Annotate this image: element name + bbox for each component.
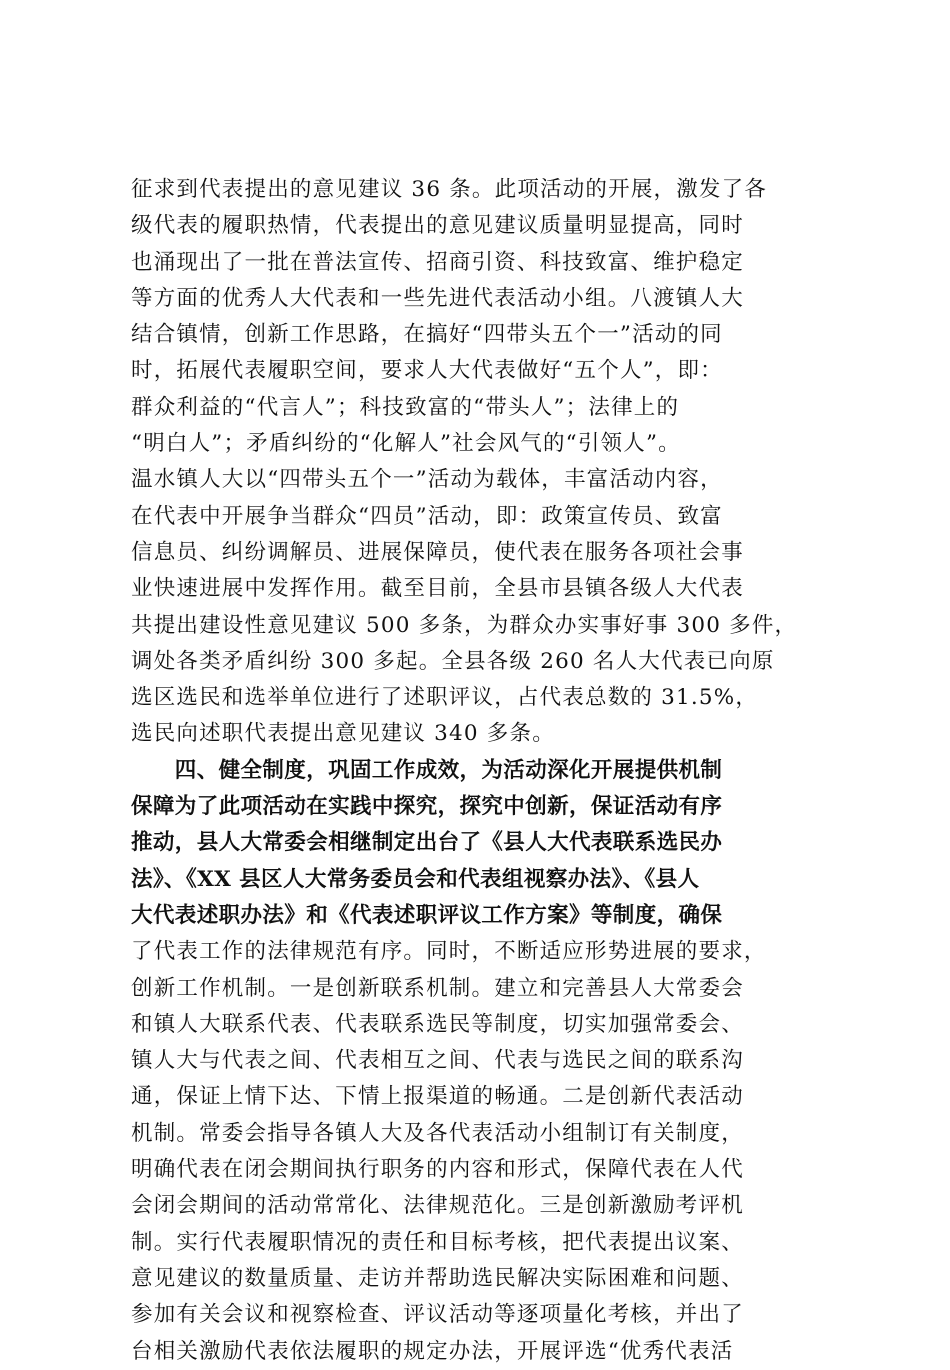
section-heading-line: 四、健全制度，巩固工作成效，为活动深化开展提供机制 — [131, 757, 723, 783]
text-line: 等方面的优秀人大代表和一些先进代表活动小组。八渡镇人大 — [131, 285, 744, 311]
text-line: 信息员、纠纷调解员、进展保障员，使代表在服务各项社会事 — [131, 539, 744, 565]
text-line: 和镇人大联系代表、代表联系选民等制度，切实加强常委会、 — [131, 1011, 744, 1037]
text-line: 了代表工作的法律规范有序。同时，不断适应形势进展的要求， — [131, 939, 767, 965]
text-line: 共提出建设性意见建议 500 多条，为群众办实事好事 300 多件， — [131, 612, 798, 638]
text-line: 明确代表在闭会期间执行职务的内容和形式，保障代表在人代 — [131, 1157, 744, 1183]
text-line: 温水镇人大以“四带头五个一”活动为载体，丰富活动内容， — [131, 467, 723, 493]
bold-text-line: 推动，县人大常委会相继制定出台了《县人大代表联系选民办 — [131, 830, 723, 856]
text-line: 意见建议的数量质量、走访并帮助选民解决实际困难和问题、 — [131, 1265, 744, 1291]
text-line: 选区选民和选举单位进行了述职评议，占代表总数的 31.5%， — [131, 685, 759, 711]
text-line: 结合镇情，创新工作思路，在搞好“四带头五个一”活动的同 — [131, 322, 723, 348]
text-line: 也涌现出了一批在普法宣传、招商引资、科技致富、维护稳定 — [131, 249, 744, 275]
text-line: 参加有关会议和视察检查、评议活动等逐项量化考核，并出了 — [131, 1302, 744, 1328]
text-line: 在代表中开展争当群众“四员”活动，即：政策宣传员、致富 — [131, 503, 723, 529]
bold-text-line: 保障为了此项活动在实践中探究，探究中创新，保证活动有序 — [131, 794, 723, 820]
text-line: 时，拓展代表履职空间，要求人大代表做好“五个人”，即： — [131, 358, 723, 384]
text-line: 制。实行代表履职情况的责任和目标考核，把代表提出议案、 — [131, 1229, 744, 1255]
text-line: 会闭会期间的活动常常化、法律规范化。三是创新激励考评机 — [131, 1193, 744, 1219]
text-line: 通，保证上情下达、下情上报渠道的畅通。二是创新代表活动 — [131, 1084, 744, 1110]
text-line: 业快速进展中发挥作用。截至目前，全县市县镇各级人大代表 — [131, 576, 744, 602]
body-text — [131, 172, 831, 1370]
text-line: 群众利益的“代言人”；科技致富的“带头人”；法律上的 — [131, 394, 680, 420]
text-line: 级代表的履职热情，代表提出的意见建议质量明显提高，同时 — [131, 213, 744, 239]
bold-text-line: 法》、《XX 县区人大常务委员会和代表组视察办法》、《县人 — [131, 866, 700, 892]
text-line: 台相关激励代表依法履职的规定办法，开展评选“优秀代表活 — [131, 1338, 734, 1364]
text-line: 镇人大与代表之间、代表相互之间、代表与选民之间的联系沟 — [131, 1048, 744, 1074]
text-line: 调处各类矛盾纠纷 300 多起。全县各级 260 名人大代表已向原 — [131, 648, 775, 674]
text-line: 机制。常委会指导各镇人大及各代表活动小组制订有关制度， — [131, 1120, 744, 1146]
text-line: “明白人”；矛盾纠纷的“化解人”社会风气的“引领人”。 — [131, 431, 681, 457]
bold-text-line: 大代表述职办法》和《代表述职评议工作方案》等制度，确保 — [131, 902, 723, 928]
text-line: 选民向述职代表提出意见建议 340 多条。 — [131, 721, 555, 747]
text-line: 创新工作机制。一是创新联系机制。建立和完善县人大常委会 — [131, 975, 744, 1001]
text-line: 征求到代表提出的意见建议 36 条。此项活动的开展，激发了各 — [131, 177, 768, 202]
